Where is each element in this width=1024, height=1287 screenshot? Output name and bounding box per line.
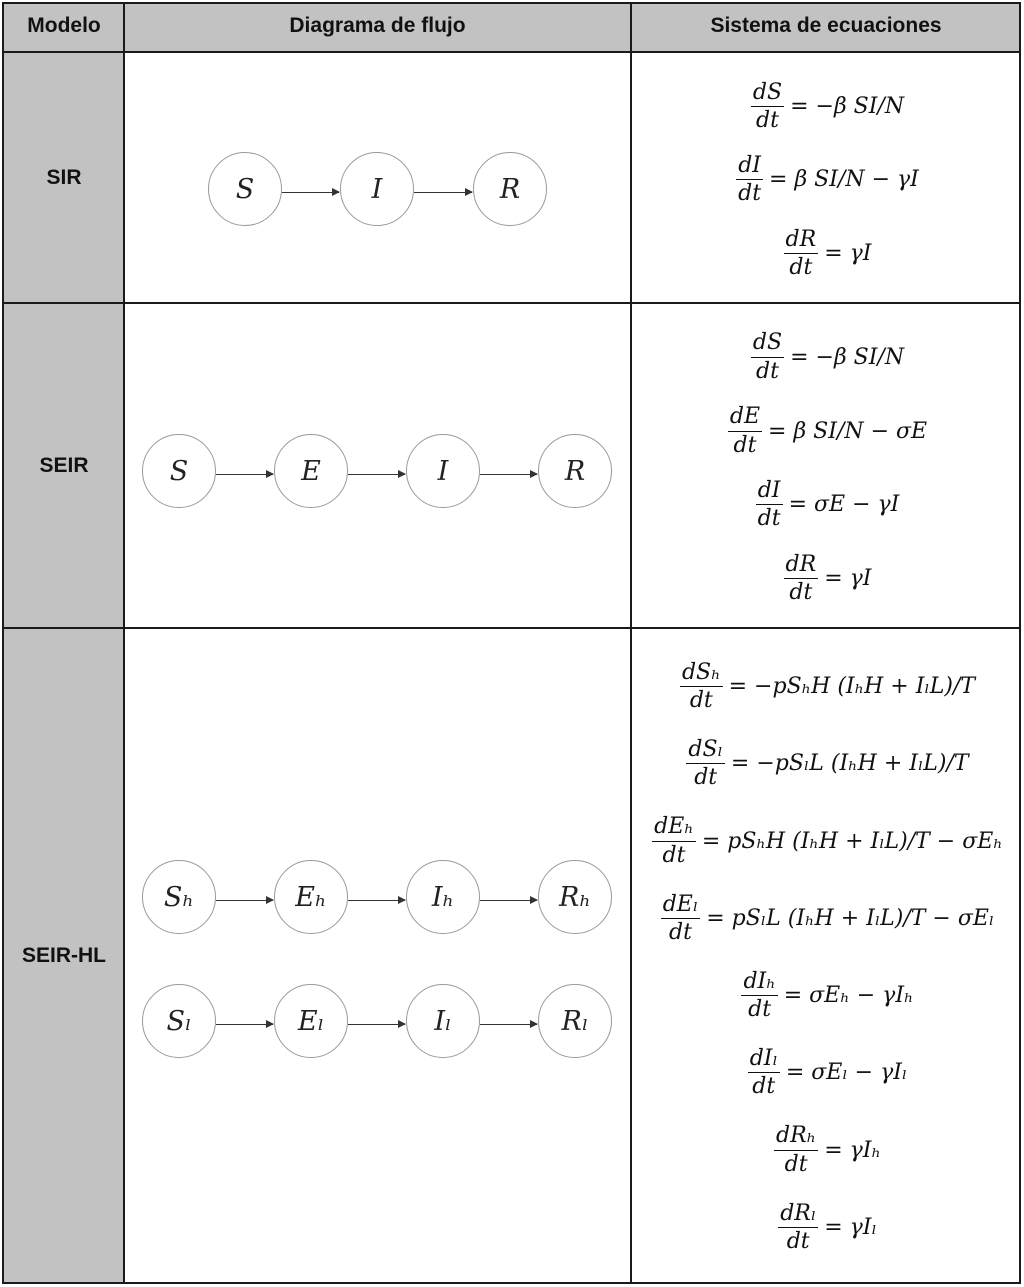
derivative-fraction xyxy=(751,80,784,134)
derivative-numerator: dI xyxy=(756,478,783,505)
flow-arrow xyxy=(216,474,273,475)
flow-node: I xyxy=(406,434,480,508)
equation-rhs: = −pSₗL (IₕH + IₗL)/T xyxy=(730,751,969,777)
equation xyxy=(781,227,872,281)
flow-node: S xyxy=(208,152,282,226)
derivative-fraction xyxy=(741,969,777,1023)
flow-arrow xyxy=(480,474,537,475)
equation-rhs: = pSₕH (IₕH + IₗL)/T − σEₕ xyxy=(701,828,1003,854)
header-modelo: Modelo xyxy=(27,14,101,37)
flow-node: R xyxy=(538,434,612,508)
equation xyxy=(771,1123,881,1177)
derivative-denominator: dt xyxy=(757,506,781,532)
equation-rhs: = −β SI/N xyxy=(790,344,905,370)
derivative-denominator: dt xyxy=(786,1228,810,1254)
derivative-numerator: dI xyxy=(736,153,763,180)
derivative-fraction xyxy=(778,1201,818,1255)
flow-node: S xyxy=(142,434,216,508)
equation-rhs: = β SI/N − γI xyxy=(769,167,919,193)
derivative-numerator: dRₕ xyxy=(774,1123,818,1150)
equation-rhs: = σEₗ − γIₗ xyxy=(785,1060,908,1086)
equation-rhs: = β SI/N − σE xyxy=(768,418,928,444)
equation xyxy=(738,969,913,1023)
derivative-denominator: dt xyxy=(752,1074,776,1100)
equation-rhs: = γIₕ xyxy=(824,1137,881,1163)
derivative-fraction xyxy=(774,1123,818,1177)
derivative-numerator: dEₗ xyxy=(661,892,700,919)
derivative-denominator: dt xyxy=(784,1151,808,1177)
equation-rhs: = γI xyxy=(824,240,872,266)
derivative-denominator: dt xyxy=(689,687,713,713)
derivative-fraction xyxy=(661,892,700,946)
flow-arrow xyxy=(348,474,405,475)
derivative-numerator: dIₕ xyxy=(741,969,777,996)
equation xyxy=(775,1201,877,1255)
equation-rhs: = −β SI/N xyxy=(790,94,905,120)
derivative-fraction xyxy=(686,737,725,791)
derivative-denominator: dt xyxy=(748,997,772,1023)
derivative-fraction xyxy=(784,552,819,606)
model-label-seir-hl: SEIR-HL xyxy=(22,943,106,967)
derivative-denominator: dt xyxy=(733,432,757,458)
equation xyxy=(683,737,968,791)
flow-node: Iₕ xyxy=(406,860,480,934)
derivative-denominator: dt xyxy=(668,919,692,945)
derivative-denominator: dt xyxy=(789,254,813,280)
derivative-fraction xyxy=(751,330,784,384)
flow-diagram-sir xyxy=(125,53,630,303)
flow-node: R xyxy=(473,152,547,226)
flow-diagram-seir-hl xyxy=(125,629,630,1282)
equation xyxy=(658,892,995,946)
derivative-fraction xyxy=(652,814,696,868)
header-sistema-de-ecuaciones: Sistema de ecuaciones xyxy=(710,14,942,37)
derivative-denominator: dt xyxy=(694,765,718,791)
flow-arrow xyxy=(348,900,405,901)
flow-arrow xyxy=(282,192,339,193)
derivative-fraction xyxy=(680,660,723,714)
equation-rhs: = σEₕ − γIₕ xyxy=(783,983,914,1009)
equation xyxy=(725,404,927,458)
derivative-denominator: dt xyxy=(756,108,779,134)
derivative-fraction xyxy=(756,478,783,532)
equation-rhs: = −pSₕH (IₕH + IₗL)/T xyxy=(728,673,976,699)
equation xyxy=(748,80,904,134)
flow-arrow xyxy=(216,900,273,901)
equation xyxy=(781,552,872,606)
flow-node: Sₕ xyxy=(142,860,216,934)
flow-arrow xyxy=(348,1024,405,1025)
equation-rhs: = pSₗL (IₕH + IₗL)/T − σEₗ xyxy=(706,905,995,931)
equation xyxy=(733,153,919,207)
equations-sir xyxy=(632,60,1020,300)
flow-node: Eₕ xyxy=(274,860,348,934)
flow-node: Rₕ xyxy=(538,860,612,934)
equation xyxy=(649,814,1003,868)
derivative-numerator: dE xyxy=(728,404,762,431)
flow-arrow xyxy=(480,900,537,901)
model-label-sir: SIR xyxy=(46,166,82,189)
equation-rhs: = γIₗ xyxy=(824,1214,877,1240)
derivative-fraction xyxy=(728,404,762,458)
derivative-numerator: dEₕ xyxy=(652,814,696,841)
equations-seir xyxy=(632,310,1020,626)
flow-arrow xyxy=(216,1024,273,1025)
header-diagrama-de-flujo: Diagrama de flujo xyxy=(289,14,466,37)
derivative-numerator: dIₗ xyxy=(748,1046,780,1073)
flow-node: Sₗ xyxy=(142,984,216,1058)
derivative-numerator: dSₗ xyxy=(686,737,725,764)
derivative-denominator: dt xyxy=(738,181,762,207)
derivative-denominator: dt xyxy=(662,842,686,868)
flow-arrow xyxy=(414,192,472,193)
flow-node: Eₗ xyxy=(274,984,348,1058)
derivative-fraction xyxy=(748,1046,780,1100)
derivative-numerator: dSₕ xyxy=(680,660,723,687)
equation xyxy=(748,330,904,384)
equation xyxy=(745,1046,908,1100)
derivative-numerator: dR xyxy=(784,552,819,579)
derivative-fraction xyxy=(736,153,763,207)
equations-seir-hl xyxy=(632,636,1020,1278)
derivative-numerator: dR xyxy=(784,227,819,254)
flow-node: Iₗ xyxy=(406,984,480,1058)
derivative-fraction xyxy=(784,227,819,281)
flow-diagram-seir xyxy=(125,304,630,628)
equation-rhs: = σE − γI xyxy=(788,492,900,518)
derivative-numerator: dRₗ xyxy=(778,1201,818,1228)
derivative-denominator: dt xyxy=(756,358,779,384)
flow-node: Rₗ xyxy=(538,984,612,1058)
model-label-seir: SEIR xyxy=(39,454,89,477)
derivative-numerator: dS xyxy=(751,80,784,107)
derivative-numerator: dS xyxy=(751,330,784,357)
equation xyxy=(677,660,975,714)
flow-node: E xyxy=(274,434,348,508)
equation xyxy=(753,478,900,532)
derivative-denominator: dt xyxy=(789,580,813,606)
flow-node: I xyxy=(340,152,414,226)
equation-rhs: = γI xyxy=(824,566,872,592)
flow-arrow xyxy=(480,1024,537,1025)
